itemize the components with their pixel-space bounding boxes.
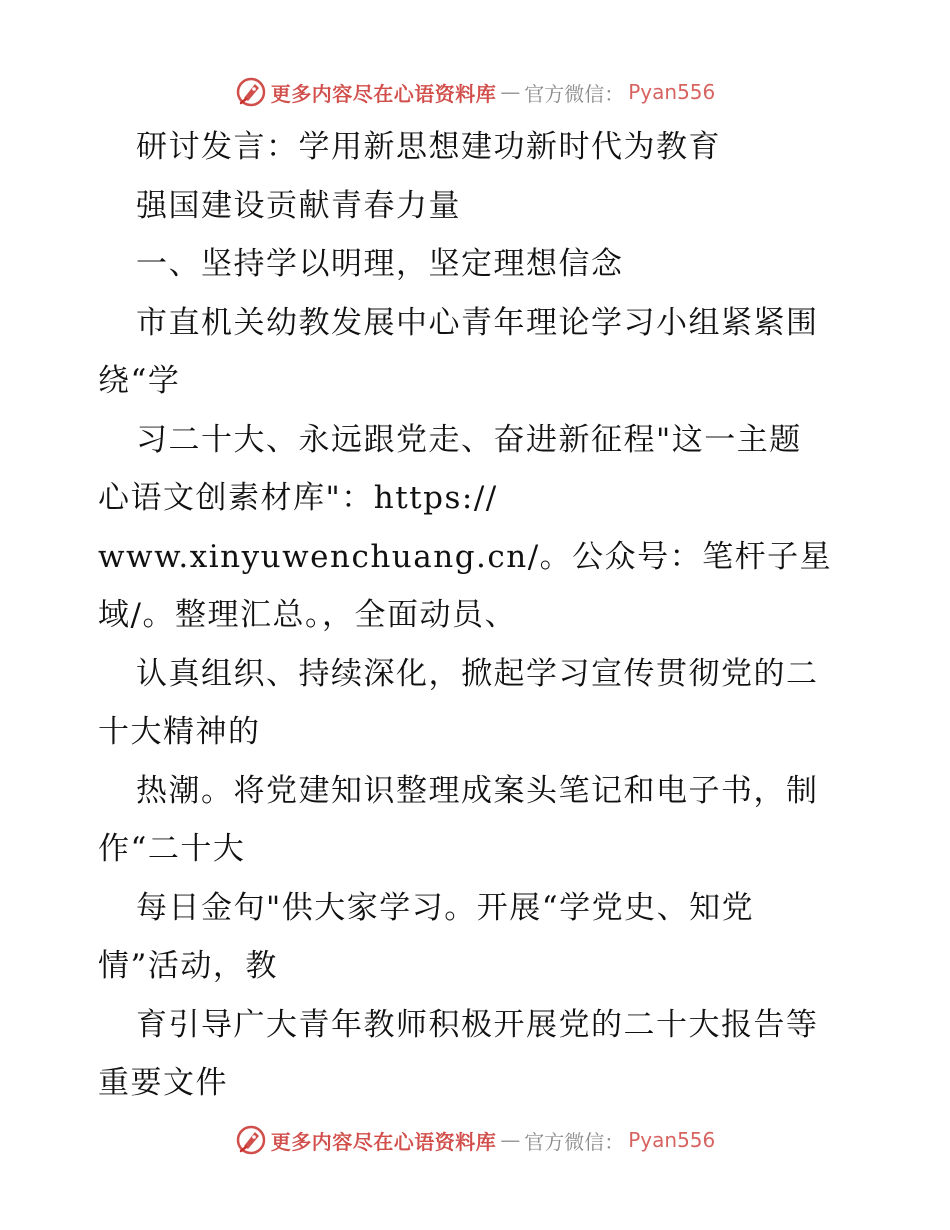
text-line: 认真组织、持续深化，掀起学习宣传贯彻党的二 xyxy=(136,655,819,692)
text-line: 每日金句"供大家学习。开展“学党史、知党 xyxy=(136,889,755,926)
watermark-separator: — xyxy=(500,1128,521,1152)
document-body xyxy=(98,118,858,1113)
text-line: 市直机关幼教发展中心青年理论学习小组紧紧围 xyxy=(136,304,819,341)
text-line: 域/。整理汇总。，全面动员、 xyxy=(98,597,517,633)
watermark-wechat-label: 官方微信： xyxy=(524,81,625,106)
pen-nib-logo-icon xyxy=(235,1124,267,1156)
text-line: 热潮。将党建知识整理成案头笔记和电子书，制 xyxy=(136,772,819,809)
text-line: 重要文件 xyxy=(98,1065,228,1101)
text-line: 绕“学 xyxy=(98,363,181,399)
pen-nib-logo-icon xyxy=(235,76,267,108)
text-line: www.xinyuwenchuang.cn/。公众号：笔杆子星 xyxy=(98,538,833,575)
text-line: 一、坚持学以明理，坚定理想信念 xyxy=(136,246,624,282)
watermark-wechat-id: Pyan556 xyxy=(628,80,716,104)
text-line: 十大精神的 xyxy=(98,714,261,750)
text-line: 育引导广大青年教师积极开展党的二十大报告等 xyxy=(136,1006,819,1043)
footer-watermark xyxy=(0,1120,950,1160)
text-line: 情”活动，教 xyxy=(98,948,278,984)
watermark-wechat-id: Pyan556 xyxy=(628,1128,716,1152)
text-line: 研讨发言：学用新思想建功新时代为教育 xyxy=(136,129,721,165)
watermark-site-text: 更多内容尽在心语资料库 xyxy=(270,81,497,106)
watermark-site-text: 更多内容尽在心语资料库 xyxy=(270,1129,497,1154)
text-line: 强国建设贡献青春力量 xyxy=(136,187,461,224)
text-line: 作“二十大 xyxy=(98,831,246,867)
text-line: 心语文创素材库"：https:// xyxy=(98,480,498,516)
watermark-separator: — xyxy=(500,80,521,104)
watermark-wechat-label: 官方微信： xyxy=(524,1129,625,1154)
header-watermark xyxy=(0,72,950,112)
text-line: 习二十大、永远跟党走、奋进新征程"这一主题 xyxy=(136,421,802,458)
